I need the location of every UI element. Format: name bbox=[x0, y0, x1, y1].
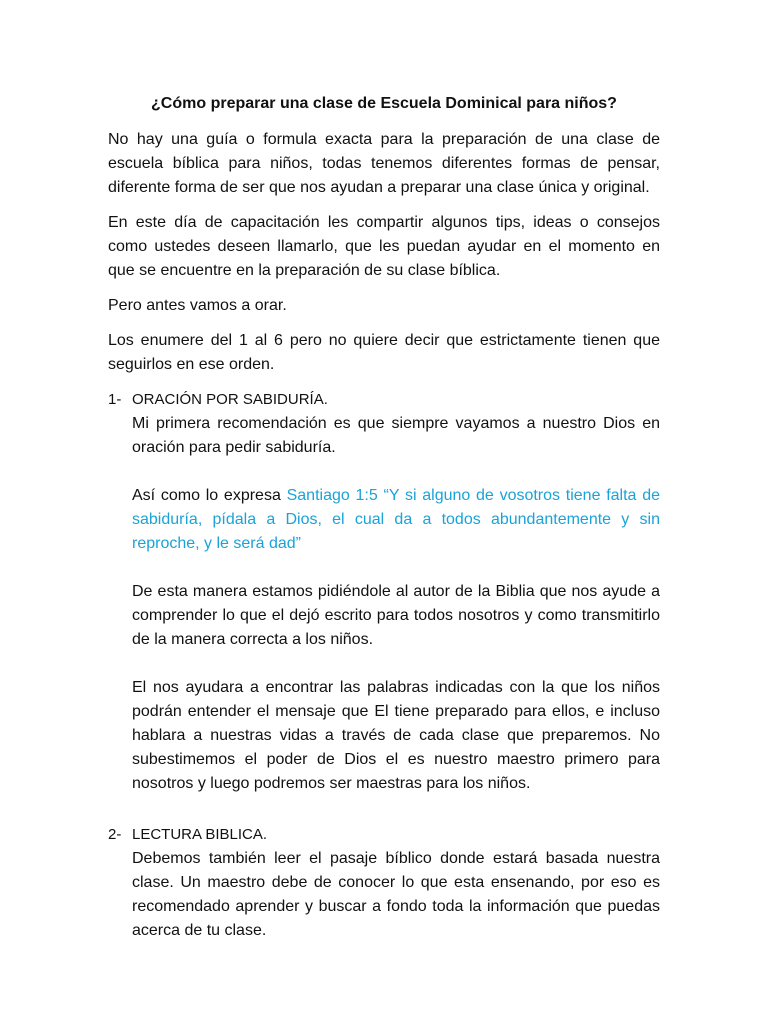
scripture-lead-text: Así como lo expresa bbox=[132, 487, 287, 504]
scripture-paragraph bbox=[132, 484, 660, 556]
list-item-1 bbox=[108, 388, 660, 820]
document-title: ¿Cómo preparar una clase de Escuela Dominical para niños? bbox=[151, 95, 617, 112]
list-item-body bbox=[132, 823, 660, 943]
list-item-paragraph: Debemos también leer el pasaje bíblico donde estará basada nuestra clase. Un maestro debe de conocer lo que esta ensenando, por eso es recomendado aprender y buscar a fondo toda la información que puedas acerca de tu clase. bbox=[132, 850, 660, 939]
scripture-quote: Santiago 1:5 “Y si alguno de vosotros tiene falta de sabiduría, pídala a Dios, el cual da a todos abundantemente y sin reproche, y le será dad” bbox=[132, 487, 660, 552]
list-item-paragraph: Mi primera recomendación es que siempre vayamos a nuestro Dios en oración para pedir sabiduría. bbox=[132, 415, 660, 456]
list-item-body bbox=[132, 388, 660, 820]
intro-paragraph-2: En este día de capacitación les compartir algunos tips, ideas o consejos como ustedes deseen llamarlo, que les puedan ayudar en el momento en que se encuentre en la preparación de su clase bíblica. bbox=[108, 214, 660, 279]
list-item-paragraph: El nos ayudara a encontrar las palabras indicadas con la que los niños podrán entender el mensaje que El tiene preparado para ellos, e incluso hablara a nuestras vidas a través de cada clase que preparemos. No subestimemos el poder de Dios el es nuestro maestro primero para nosotros y luego podremos ser maestras para los niños. bbox=[132, 679, 660, 792]
list-item-2 bbox=[108, 823, 660, 943]
intro-paragraph-3: Pero antes vamos a orar. bbox=[108, 297, 287, 314]
list-item-heading: LECTURA BIBLICA. bbox=[132, 826, 268, 843]
intro-paragraph-4: Los enumere del 1 al 6 pero no quiere decir que estrictamente tienen que seguirlos en ese orden. bbox=[108, 332, 660, 373]
list-item-number: 2- bbox=[108, 826, 122, 843]
intro-paragraph-1: No hay una guía o formula exacta para la preparación de una clase de escuela bíblica para niños, todas tenemos diferentes formas de pensar, diferente forma de ser que nos ayudan a preparar una clase única y original. bbox=[108, 131, 660, 196]
list-item-number: 1- bbox=[108, 391, 122, 408]
list-item-heading: ORACIÓN POR SABIDURÍA. bbox=[132, 391, 328, 408]
list-item-paragraph: De esta manera estamos pidiéndole al autor de la Biblia que nos ayude a comprender lo que el dejó escrito para todos nosotros y como transmitirlo de la manera correcta a los niños. bbox=[132, 583, 660, 648]
